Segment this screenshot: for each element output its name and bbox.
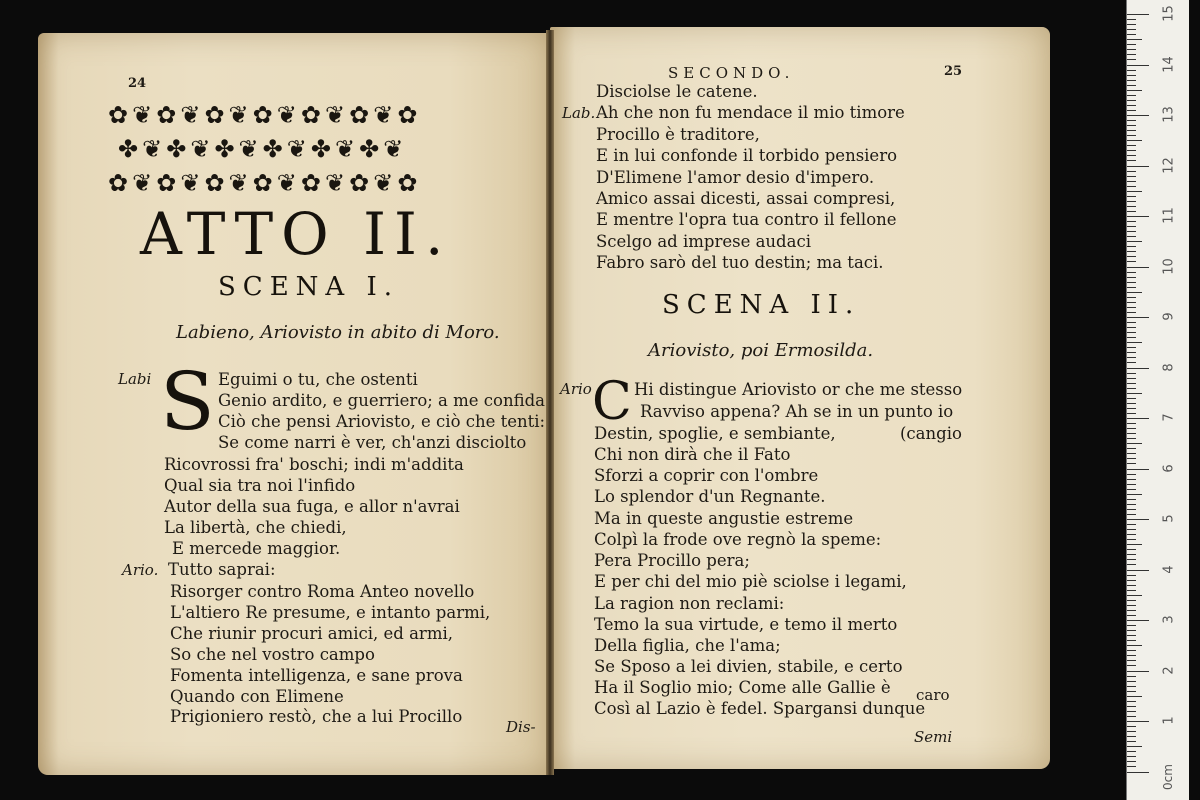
- verse-line: Disciolse le catene.: [596, 82, 758, 101]
- ruler-tick: [1127, 155, 1136, 156]
- verse-line: Se Sposo a lei divien, stabile, e certo: [594, 657, 903, 676]
- ruler-number: 10: [1161, 257, 1177, 275]
- ruler-tick: [1127, 640, 1136, 641]
- ruler-tick: [1127, 403, 1136, 404]
- ruler-tick: [1127, 150, 1136, 151]
- ruler-tick: [1127, 130, 1136, 131]
- verse-line: E in lui confonde il torbido pensiero: [596, 146, 898, 165]
- ruler-tick: [1127, 761, 1136, 762]
- ruler-tick: [1127, 620, 1149, 621]
- ruler-tick: [1127, 342, 1142, 343]
- ruler-number: 9: [1161, 312, 1177, 321]
- ruler-number: 2: [1161, 665, 1177, 675]
- ruler-tick: [1127, 49, 1136, 50]
- ruler-tick: [1127, 80, 1136, 81]
- ruler-tick: [1127, 54, 1136, 55]
- ruler-tick: [1127, 474, 1136, 475]
- ruler-tick: [1127, 297, 1136, 298]
- ruler-tick: [1127, 29, 1136, 30]
- ruler-number: 5: [1161, 514, 1177, 523]
- ruler-tick: [1127, 70, 1136, 71]
- ruler-tick: [1127, 327, 1136, 328]
- ruler-tick: [1127, 635, 1136, 636]
- verse-line: Amico assai dicesti, assai compresi,: [596, 189, 896, 208]
- ruler-tick: [1127, 731, 1136, 732]
- ruler-tick: [1127, 39, 1142, 40]
- left-page-number: 24: [128, 76, 147, 91]
- verse-line: Ma in queste angustie estreme: [594, 509, 854, 528]
- ruler-tick: [1127, 125, 1136, 126]
- ruler-tick: [1127, 433, 1136, 434]
- verse-overflow: (cangio: [900, 424, 962, 443]
- verse-line: So che nel vostro campo: [170, 645, 375, 664]
- verse-line: Ciò che pensi Ariovisto, e ciò che tenti:: [218, 412, 546, 431]
- verse-line: Prigioniero restò, che a lui Procillo: [170, 707, 463, 726]
- ruler-tick: [1127, 564, 1136, 565]
- ornament-row: ✤❦✤❦✤❦✤❦✤❦✤❦: [118, 135, 408, 163]
- ruler-tick: [1127, 438, 1136, 439]
- verse-line: Sforzi a coprir con l'ombre: [594, 466, 819, 485]
- ruler-tick: [1127, 337, 1136, 338]
- ruler-tick: [1127, 443, 1142, 444]
- scene-title: SCENA II.: [662, 290, 861, 320]
- ruler-tick: [1127, 701, 1136, 702]
- ruler-tick: [1127, 453, 1136, 454]
- ruler-tick: [1127, 519, 1149, 520]
- ruler-tick: [1127, 554, 1136, 555]
- verse-line: Ricovrossi fra' boschi; indi m'addita: [164, 455, 464, 474]
- ruler-tick: [1127, 610, 1136, 611]
- verse-line: Quando con Elimene: [170, 687, 344, 706]
- ruler-tick: [1127, 373, 1136, 374]
- ruler-tick: [1127, 135, 1136, 136]
- ruler-tick: [1127, 645, 1142, 646]
- verse-line: Fabro sarò del tuo destin; ma taci.: [596, 253, 884, 272]
- ruler-tick: [1127, 44, 1136, 45]
- drop-cap: S: [160, 355, 215, 448]
- ruler-number: 13: [1161, 106, 1177, 123]
- ruler-tick: [1127, 347, 1136, 348]
- ornament-row: ✿❦✿❦✿❦✿❦✿❦✿❦✿: [108, 101, 422, 129]
- stage-direction: Ariovisto, poi Ermosilda.: [648, 340, 874, 361]
- scene-title: SCENA I.: [218, 272, 400, 302]
- ruler-tick: [1127, 479, 1136, 480]
- ruler-tick: [1127, 19, 1136, 20]
- ruler-tick: [1127, 655, 1136, 656]
- ruler-tick: [1127, 357, 1136, 358]
- catchword: Dis-: [506, 718, 536, 736]
- ruler-tick: [1127, 529, 1136, 530]
- ruler-tick: [1127, 166, 1149, 167]
- ruler-tick: [1127, 145, 1136, 146]
- ruler-tick: [1127, 676, 1136, 677]
- ruler-tick: [1127, 277, 1136, 278]
- ruler-number: 15: [1161, 5, 1177, 22]
- ruler-tick: [1127, 332, 1136, 333]
- verse-line: E mentre l'opra tua contro il fellone: [596, 210, 897, 229]
- verse-line: Della figlia, che l'ama;: [594, 636, 781, 655]
- ruler-tick: [1127, 615, 1136, 616]
- speaker-label: Ario.: [122, 561, 159, 579]
- verse-line: E mercede maggior.: [172, 539, 341, 558]
- ruler-tick: [1127, 317, 1149, 318]
- ruler-tick: [1127, 115, 1149, 116]
- ruler-tick: [1127, 630, 1136, 631]
- ruler-number: 12: [1161, 156, 1177, 174]
- verse-line: Autor della sua fuga, e allor n'avrai: [164, 497, 460, 516]
- ruler-tick: [1127, 408, 1136, 409]
- ruler-tick: [1127, 514, 1136, 515]
- ruler-tick: [1127, 352, 1136, 353]
- ruler-tick: [1127, 741, 1136, 742]
- ruler-tick: [1127, 176, 1136, 177]
- ruler-tick: [1127, 428, 1136, 429]
- book-gutter: [546, 30, 554, 775]
- ruler-tick: [1127, 34, 1136, 35]
- ruler-tick: [1127, 585, 1136, 586]
- ruler-tick: [1127, 726, 1136, 727]
- ruler-tick: [1127, 105, 1136, 106]
- ruler-tick: [1127, 251, 1136, 252]
- ruler-tick: [1127, 499, 1136, 500]
- ruler-tick: [1127, 766, 1136, 767]
- verse-line: Temo la sua virtude, e temo il merto: [594, 615, 898, 634]
- verse-line: Ha il Soglio mio; Come alle Gallie è: [594, 678, 891, 697]
- verse-line: E per chi del mio piè sciolse i legami,: [594, 572, 907, 591]
- ruler-tick: [1127, 231, 1136, 232]
- ruler-tick: [1127, 463, 1136, 464]
- ruler-tick: [1127, 448, 1136, 449]
- verse-line: Qual sia tra noi l'infido: [164, 476, 356, 495]
- ruler-tick: [1127, 282, 1136, 283]
- ruler-tick: [1127, 236, 1136, 237]
- ruler-tick: [1127, 65, 1149, 66]
- ruler-tick: [1127, 772, 1149, 773]
- verse-line: La ragion non reclami:: [594, 594, 785, 613]
- ruler-tick: [1127, 458, 1136, 459]
- ruler-tick: [1127, 706, 1136, 707]
- ruler-tick: [1127, 559, 1136, 560]
- ruler-tick: [1127, 660, 1136, 661]
- ruler-number: 11: [1161, 207, 1177, 224]
- ruler-number: 6: [1161, 463, 1177, 473]
- ruler-tick: [1127, 393, 1142, 394]
- ruler-tick: [1127, 211, 1136, 212]
- ruler-tick: [1127, 756, 1136, 757]
- act-title: ATTO II.: [140, 200, 452, 268]
- ruler-tick: [1127, 85, 1136, 86]
- ruler-tick: [1127, 746, 1142, 747]
- ruler-number: 14: [1161, 55, 1177, 73]
- ornament-band: [108, 98, 540, 200]
- ruler-tick: [1127, 504, 1136, 505]
- verse-line: Pera Procillo pera;: [594, 551, 750, 570]
- ruler-tick: [1127, 206, 1136, 207]
- ruler-tick: [1127, 191, 1142, 192]
- ruler-tick: [1127, 368, 1149, 369]
- verse-line: Scelgo ad imprese audaci: [596, 232, 811, 251]
- verse-line: Lo splendor d'un Regnante.: [594, 487, 826, 506]
- speaker-label: Labi: [118, 370, 152, 388]
- verse-line: Procillo è traditore,: [596, 125, 760, 144]
- ruler-tick: [1127, 110, 1136, 111]
- running-head: SECONDO.: [668, 64, 795, 82]
- ruler-tick: [1127, 302, 1136, 303]
- ruler-tick: [1127, 489, 1136, 490]
- ruler-number: 4: [1161, 564, 1177, 574]
- ruler-tick: [1127, 14, 1149, 15]
- ruler-number: 7: [1161, 413, 1177, 422]
- ruler-number: 8: [1161, 362, 1177, 372]
- ruler-tick: [1127, 246, 1136, 247]
- ruler-tick: [1127, 716, 1136, 717]
- ruler-tick: [1127, 95, 1136, 96]
- ruler-tick: [1127, 595, 1142, 596]
- ruler-tick: [1127, 711, 1136, 712]
- speaker-label: Lab.: [562, 104, 596, 122]
- ruler-tick: [1127, 605, 1136, 606]
- ruler-tick: [1127, 160, 1136, 161]
- ruler-tick: [1127, 413, 1136, 414]
- ruler-tick: [1127, 671, 1149, 672]
- ruler-tick: [1127, 736, 1136, 737]
- verse-line: Che riunir procuri amici, ed armi,: [170, 624, 453, 643]
- verse-line: Così al Lazio è fedel. Spargansi dunque: [594, 699, 926, 718]
- ruler-tick: [1127, 292, 1142, 293]
- verse-line: D'Elimene l'amor desio d'impero.: [596, 168, 875, 187]
- ruler-unit-label: 0cm: [1161, 764, 1175, 790]
- ruler-tick: [1127, 418, 1149, 419]
- ruler-tick: [1127, 90, 1142, 91]
- verse-line: Ah che non fu mendace il mio timore: [596, 103, 905, 122]
- ruler-tick: [1127, 140, 1142, 141]
- ruler-tick: [1127, 59, 1136, 60]
- ruler-tick: [1127, 524, 1136, 525]
- ruler-tick: [1127, 509, 1136, 510]
- ruler-tick: [1127, 469, 1149, 470]
- ruler-tick: [1127, 241, 1142, 242]
- ruler-tick: [1127, 201, 1136, 202]
- ruler-tick: [1127, 686, 1136, 687]
- ruler-tick: [1127, 681, 1136, 682]
- ruler-tick: [1127, 388, 1136, 389]
- ruler-tick: [1127, 398, 1136, 399]
- ruler-tick: [1127, 171, 1136, 172]
- ruler-tick: [1127, 216, 1149, 217]
- ruler-tick: [1127, 691, 1136, 692]
- ruler-tick: [1127, 484, 1136, 485]
- ruler-tick: [1127, 580, 1136, 581]
- verse-line: L'altiero Re presume, e intanto parmi,: [170, 603, 491, 622]
- ruler-tick: [1127, 650, 1136, 651]
- ruler-tick: [1127, 590, 1136, 591]
- ruler-tick: [1127, 100, 1136, 101]
- stage-direction: Labieno, Ariovisto in abito di Moro.: [176, 322, 500, 343]
- ruler-tick: [1127, 575, 1136, 576]
- ruler-tick: [1127, 312, 1136, 313]
- ruler-tick: [1127, 534, 1136, 535]
- ruler-tick: [1127, 181, 1136, 182]
- verse-line: Hi distingue Ariovisto or che me stesso: [634, 380, 963, 399]
- ruler-tick: [1127, 378, 1136, 379]
- ruler-tick: [1127, 75, 1136, 76]
- ruler-tick: [1127, 625, 1136, 626]
- drop-cap: C: [592, 372, 632, 432]
- verse-line: Tutto saprai:: [168, 560, 276, 579]
- ruler-tick: [1127, 256, 1136, 257]
- ruler-tick: [1127, 539, 1136, 540]
- verse-line: Eguimi o tu, che ostenti: [218, 370, 418, 389]
- ruler-tick: [1127, 196, 1136, 197]
- ruler-tick: [1127, 120, 1136, 121]
- verse-line: Colpì la frode ove regnò la speme:: [594, 530, 882, 549]
- ruler-tick: [1127, 322, 1136, 323]
- ruler-tick: [1127, 751, 1136, 752]
- ruler-tick: [1127, 272, 1136, 273]
- verse-line: Se come narri è ver, ch'anzi disciolto: [218, 433, 527, 452]
- ruler-tick: [1127, 362, 1136, 363]
- ruler-number: 1: [1161, 716, 1177, 725]
- ruler-tick: [1127, 549, 1136, 550]
- ruler-tick: [1127, 721, 1149, 722]
- ruler-tick: [1127, 544, 1142, 545]
- ruler-tick: [1127, 261, 1136, 262]
- verse-overflow: caro: [916, 686, 950, 704]
- verse-line: Destin, spoglie, e sembiante,: [594, 424, 836, 443]
- verse-line: La libertà, che chiedi,: [164, 518, 347, 537]
- verse-line: Chi non dirà che il Fato: [594, 445, 791, 464]
- ruler-tick: [1127, 570, 1149, 571]
- right-page-number: 25: [944, 64, 963, 79]
- ruler-tick: [1127, 186, 1136, 187]
- ornament-row: ✿❦✿❦✿❦✿❦✿❦✿❦✿: [108, 169, 422, 197]
- verse-line: Fomenta intelligenza, e sane prova: [170, 666, 463, 685]
- ruler-tick: [1127, 383, 1136, 384]
- ruler-tick: [1127, 423, 1136, 424]
- ruler-tick: [1127, 665, 1136, 666]
- ruler-tick: [1127, 494, 1142, 495]
- ruler-tick: [1127, 267, 1149, 268]
- ruler-number: 3: [1161, 615, 1177, 624]
- catchword: Semi: [914, 728, 953, 746]
- ruler-tick: [1127, 221, 1136, 222]
- ruler-tick: [1127, 696, 1142, 697]
- ruler-tick: [1127, 226, 1136, 227]
- verse-line: Ravviso appena? Ah se in un punto io: [640, 402, 954, 421]
- ruler-tick: [1127, 24, 1136, 25]
- measuring-ruler: [1126, 0, 1189, 800]
- ruler-tick: [1127, 600, 1136, 601]
- verse-line: Risorger contro Roma Anteo novello: [170, 582, 475, 601]
- ruler-tick: [1127, 287, 1136, 288]
- verse-line: Genio ardito, e guerriero; a me confida: [218, 391, 545, 410]
- ruler-tick: [1127, 307, 1136, 308]
- speaker-label: Ario: [560, 380, 592, 398]
